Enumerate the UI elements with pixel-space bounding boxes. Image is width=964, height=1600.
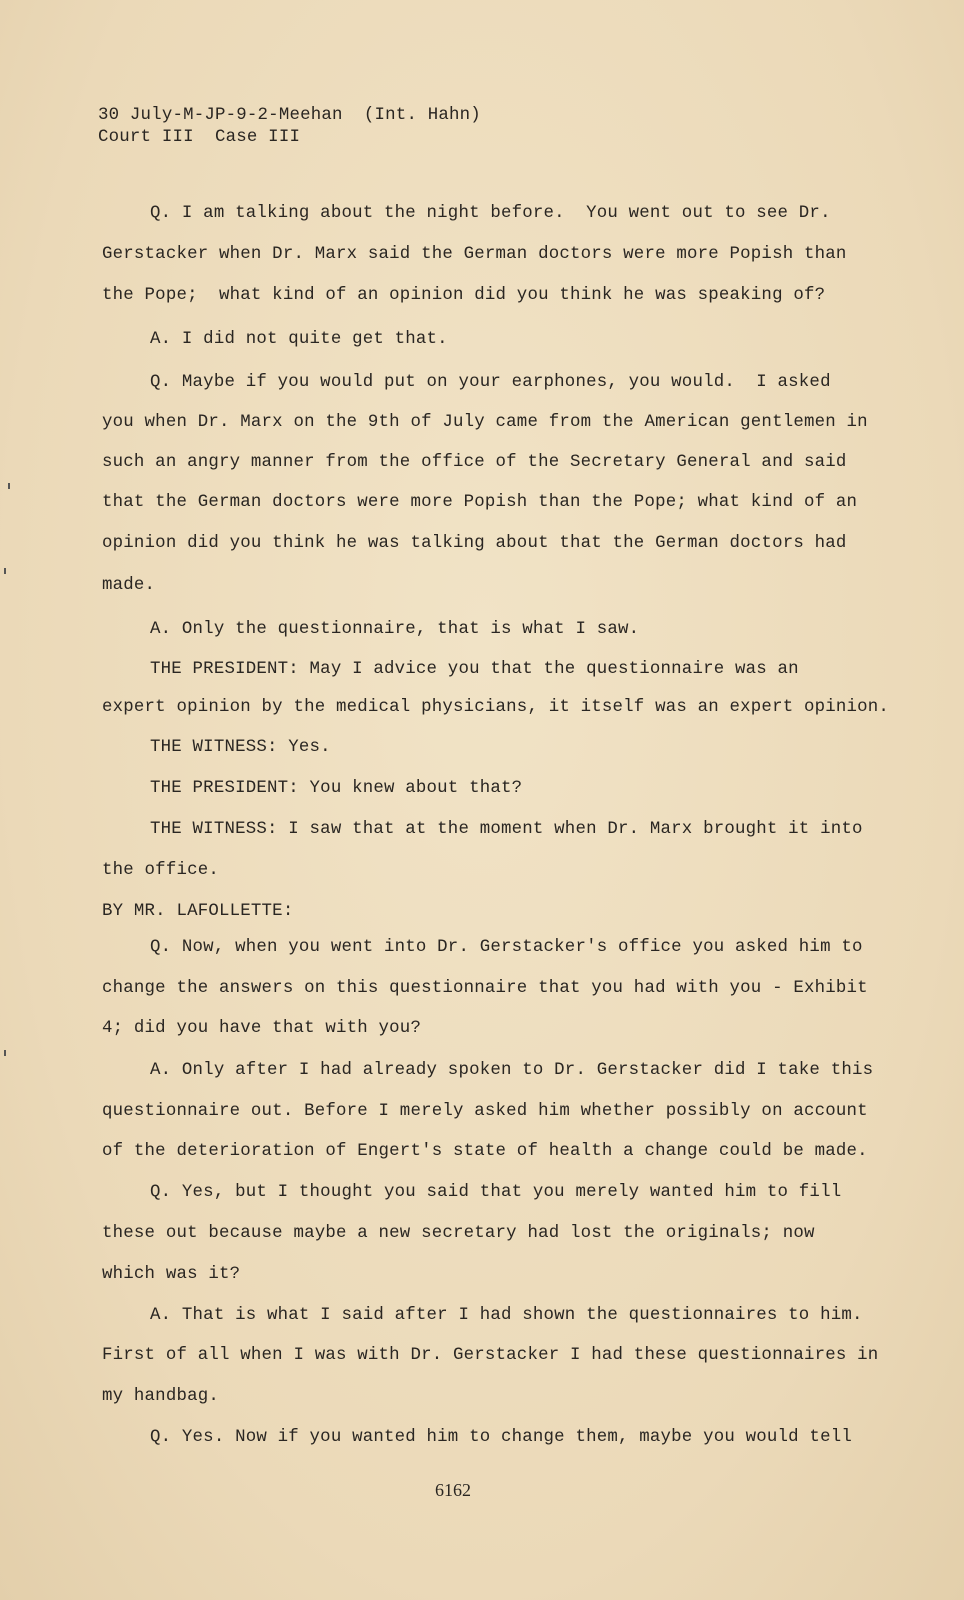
margin-mark [4, 568, 6, 574]
transcript-line: the Pope; what kind of an opinion did you think he was speaking of? [102, 286, 826, 305]
transcript-line: First of all when I was with Dr. Gerstacker I had these questionnaires in [102, 1346, 879, 1365]
transcript-line: questionnaire out. Before I merely asked him whether possibly on account [102, 1102, 868, 1121]
transcript-line: you when Dr. Marx on the 9th of July came from the American gentlemen in [102, 413, 868, 432]
transcript-line: Q. Now, when you went into Dr. Gerstacker's office you asked him to [150, 938, 863, 957]
transcript-line: 4; did you have that with you? [102, 1019, 422, 1038]
transcript-line: BY MR. LAFOLLETTE: [102, 902, 294, 921]
transcript-line: the office. [102, 861, 219, 880]
transcript-line: THE WITNESS: Yes. [150, 738, 331, 757]
transcript-line: A. That is what I said after I had shown the questionnaires to him. [150, 1306, 863, 1325]
transcript-line: Q. Maybe if you would put on your earphones, you would. I asked [150, 373, 831, 392]
page-number: 6162 [435, 1480, 471, 1500]
margin-mark [8, 483, 10, 489]
transcript-line: these out because maybe a new secretary had lost the originals; now [102, 1224, 815, 1243]
transcript-line: expert opinion by the medical physicians, it itself was an expert opinion. [102, 698, 890, 717]
transcript-line: Gerstacker when Dr. Marx said the German doctors were more Popish than [102, 245, 847, 264]
transcript-line: Q. Yes, but I thought you said that you merely wanted him to fill [150, 1183, 842, 1202]
transcript-line: A. Only the questionnaire, that is what I saw. [150, 620, 640, 639]
transcript-line: of the deterioration of Engert's state of health a change could be made. [102, 1142, 868, 1161]
transcript-line: that the German doctors were more Popish than the Pope; what kind of an [102, 493, 858, 512]
transcript-line: A. I did not quite get that. [150, 330, 448, 349]
header-transcript-id: 30 July-M-JP-9-2-Meehan (Int. Hahn) [98, 106, 481, 125]
transcript-line: opinion did you think he was talking about that the German doctors had [102, 534, 847, 553]
transcript-line: THE WITNESS: I saw that at the moment when Dr. Marx brought it into [150, 820, 863, 839]
transcript-line: such an angry manner from the office of the Secretary General and said [102, 453, 847, 472]
margin-mark [4, 1050, 6, 1056]
transcript-line: my handbag. [102, 1387, 219, 1406]
transcript-line: THE PRESIDENT: May I advice you that the questionnaire was an [150, 660, 799, 679]
transcript-line: change the answers on this questionnaire that you had with you - Exhibit [102, 979, 868, 998]
transcript-line: which was it? [102, 1265, 241, 1284]
header-court-case: Court III Case III [98, 128, 301, 147]
transcript-line: A. Only after I had already spoken to Dr. Gerstacker did I take this [150, 1061, 874, 1080]
transcript-line: Q. Yes. Now if you wanted him to change them, maybe you would tell [150, 1428, 852, 1447]
transcript-line: Q. I am talking about the night before. You went out to see Dr. [150, 204, 831, 223]
transcript-line: THE PRESIDENT: You knew about that? [150, 779, 523, 798]
transcript-line: made. [102, 576, 156, 595]
